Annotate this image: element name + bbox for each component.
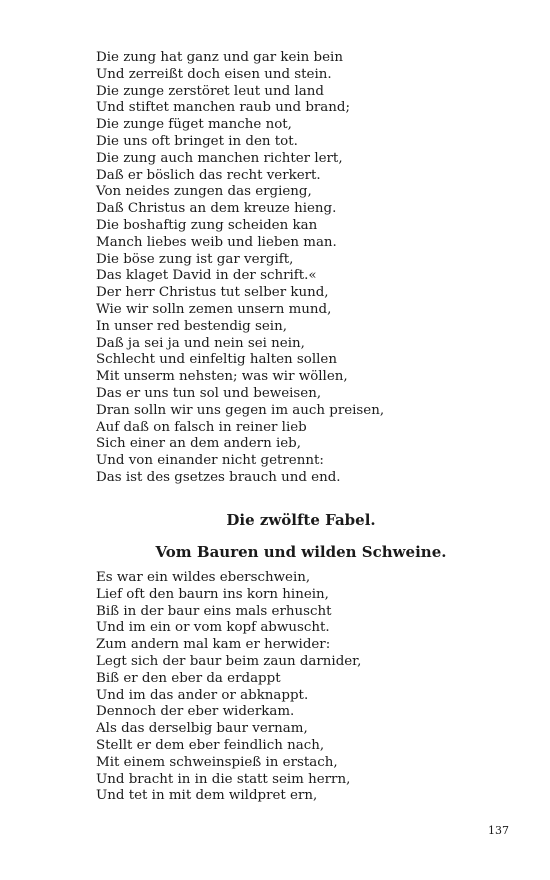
verse-line: Daß ja sei ja und nein sei nein, — [96, 335, 305, 351]
verse-line: Und im ein or vom kopf abwuscht. — [96, 620, 330, 636]
verse-line: Das er uns tun sol und beweisen, — [96, 385, 322, 401]
verse-line: Als das derselbig baur vernam, — [96, 721, 308, 737]
verse-line: Daß Christus an dem kreuze hieng. — [96, 201, 337, 217]
verse-line: Das ist des gsetzes brauch und end. — [96, 469, 341, 485]
verse-line: Wie wir solln zemen unsern mund, — [96, 301, 332, 317]
verse-line: Das klaget David in der schrift.« — [96, 268, 317, 284]
verse-line: In unser red bestendig sein, — [96, 318, 287, 334]
verse-line: Sich einer an dem andern ieb, — [96, 436, 301, 452]
verse-block-1 — [96, 50, 384, 487]
verse-line: Die boshaftig zung scheiden kan — [96, 217, 318, 233]
fable-number-heading: Die zwölfte Fabel. — [226, 511, 376, 529]
verse-line: Dennoch der eber widerkam. — [96, 704, 295, 720]
verse-line: Lief oft den baurn ins korn hinein, — [96, 586, 329, 602]
verse-line: Die zunge zerstöret leut und land — [96, 83, 324, 99]
verse-line: Und tet in mit dem wildpret ern, — [96, 788, 318, 804]
verse-line: Und im das ander or abknappt. — [96, 687, 309, 703]
verse-line: Auf daß on falsch in reiner lieb — [96, 419, 307, 435]
fable-title-heading: Vom Bauren und wilden Schweine. — [155, 543, 447, 561]
verse-line: Die zung hat ganz und gar kein bein — [96, 50, 343, 65]
verse-line: Und stiftet manchen raub und brand; — [96, 100, 350, 116]
verse-line: Biß er den eber da erdappt — [96, 670, 281, 686]
verse-line: Und von einander nicht getrennt: — [96, 453, 324, 469]
page-number: 137 — [488, 824, 509, 837]
verse-line: Der herr Christus tut selber kund, — [96, 285, 329, 301]
verse-line: Die zunge füget manche not, — [96, 117, 292, 133]
verse-line: Und zerreißt doch eisen und stein. — [96, 66, 332, 82]
verse-line: Die zung auch manchen richter lert, — [96, 150, 343, 166]
verse-line: Dran solln wir uns gegen im auch preisen, — [96, 402, 385, 418]
verse-line: Mit einem schweinspieß in erstach, — [96, 754, 338, 770]
verse-line: Die uns oft bringet in den tot. — [96, 133, 298, 149]
verse-line: Es war ein wildes eberschwein, — [96, 570, 311, 585]
verse-line: Stellt er dem eber feindlich nach, — [96, 737, 325, 753]
verse-block-2 — [96, 570, 361, 805]
verse-line: Von neides zungen das ergieng, — [96, 184, 312, 200]
verse-line: Mit unserm nehsten; was wir wöllen, — [96, 369, 348, 385]
verse-line: Daß er böslich das recht verkert. — [96, 167, 321, 183]
verse-line: Und bracht in in die statt seim herrn, — [96, 771, 351, 787]
verse-line: Legt sich der baur beim zaun darnider, — [96, 653, 362, 669]
verse-line: Die böse zung ist gar vergift, — [96, 251, 294, 267]
verse-line: Schlecht und einfeltig halten sollen — [96, 352, 337, 368]
verse-line: Manch liebes weib und lieben man. — [96, 234, 337, 250]
verse-line: Zum andern mal kam er herwider: — [96, 637, 331, 653]
verse-line: Biß in der baur eins mals erhuscht — [96, 603, 332, 619]
